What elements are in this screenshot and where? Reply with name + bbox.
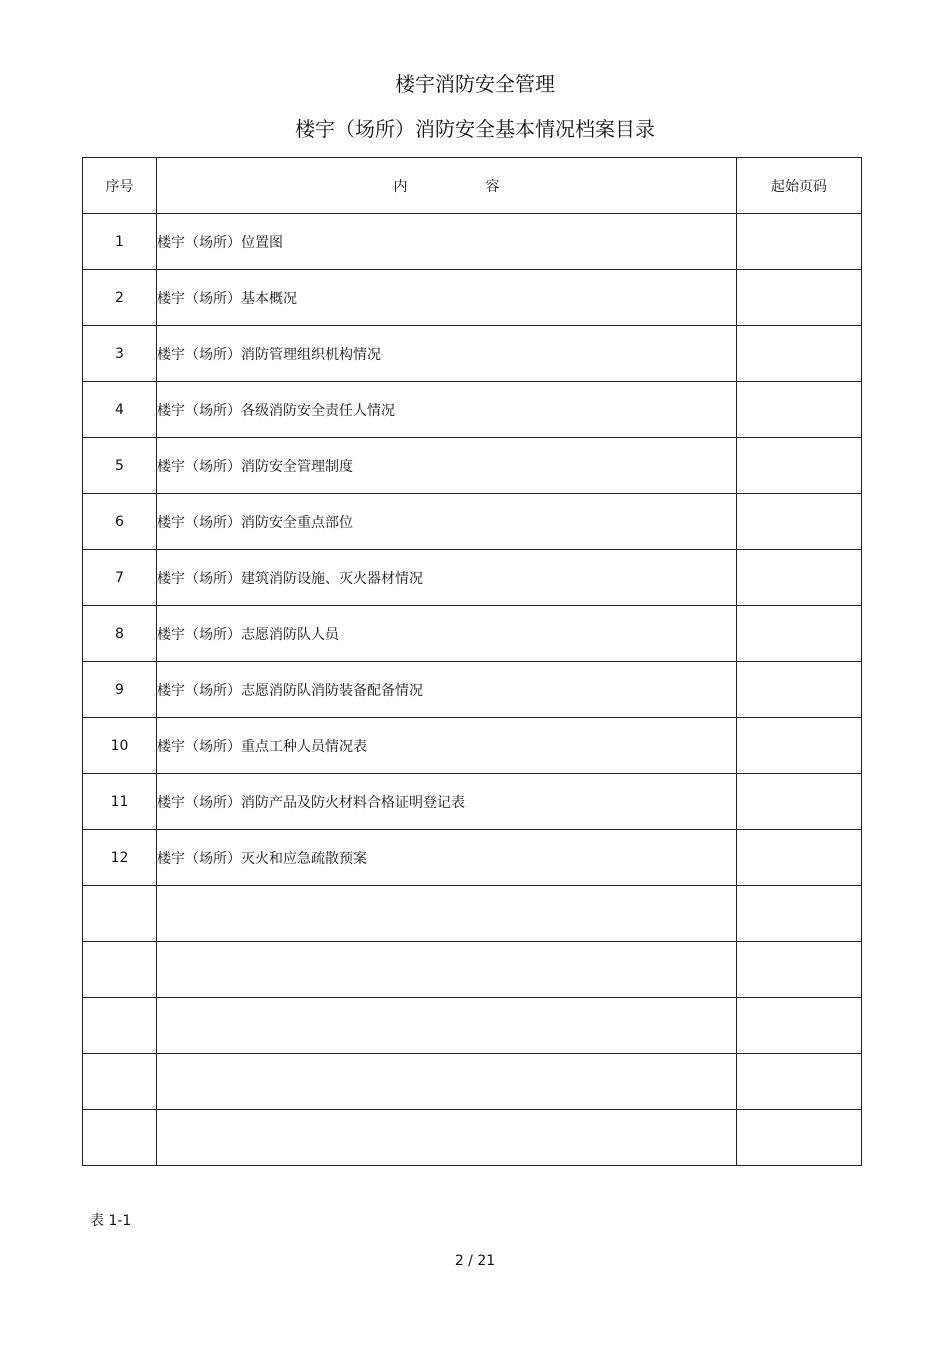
table-row bbox=[83, 438, 862, 494]
row-serial-number bbox=[83, 886, 157, 942]
row-serial-number bbox=[83, 998, 157, 1054]
header-content bbox=[157, 158, 737, 214]
row-serial-number: 4 bbox=[83, 382, 157, 438]
row-content bbox=[157, 942, 737, 998]
row-content: 楼宇（场所）志愿消防队人员 bbox=[157, 606, 737, 662]
row-start-page bbox=[737, 1110, 862, 1166]
row-serial-number: 3 bbox=[83, 326, 157, 382]
row-start-page bbox=[737, 1054, 862, 1110]
row-start-page bbox=[737, 270, 862, 326]
header-content-char-1: 内 bbox=[393, 178, 408, 195]
row-start-page bbox=[737, 438, 862, 494]
row-content bbox=[157, 998, 737, 1054]
table-row bbox=[83, 886, 862, 942]
row-serial-number: 1 bbox=[83, 214, 157, 270]
row-content: 楼宇（场所）消防安全管理制度 bbox=[157, 438, 737, 494]
row-content bbox=[157, 1110, 737, 1166]
document-title: 楼宇消防安全管理 bbox=[395, 72, 555, 96]
row-serial-number: 7 bbox=[83, 550, 157, 606]
table-row bbox=[83, 830, 862, 886]
row-start-page bbox=[737, 494, 862, 550]
row-start-page bbox=[737, 606, 862, 662]
row-serial-number: 5 bbox=[83, 438, 157, 494]
row-content: 楼宇（场所）建筑消防设施、灭火器材情况 bbox=[157, 550, 737, 606]
row-start-page bbox=[737, 550, 862, 606]
row-content: 楼宇（场所）各级消防安全责任人情况 bbox=[157, 382, 737, 438]
row-serial-number bbox=[83, 942, 157, 998]
row-start-page bbox=[737, 998, 862, 1054]
row-content: 楼宇（场所）消防安全重点部位 bbox=[157, 494, 737, 550]
row-content bbox=[157, 886, 737, 942]
table-row bbox=[83, 550, 862, 606]
row-serial-number: 12 bbox=[83, 830, 157, 886]
document-subtitle: 楼宇（场所）消防安全基本情况档案目录 bbox=[295, 117, 655, 141]
row-start-page bbox=[737, 886, 862, 942]
table-caption: 表 1-1 bbox=[90, 1213, 132, 1229]
table-header-row bbox=[83, 158, 862, 214]
row-content: 楼宇（场所）志愿消防队消防装备配备情况 bbox=[157, 662, 737, 718]
table-row bbox=[83, 718, 862, 774]
row-content: 楼宇（场所）灭火和应急疏散预案 bbox=[157, 830, 737, 886]
page-number: 2 / 21 bbox=[454, 1253, 496, 1269]
row-content: 楼宇（场所）消防产品及防火材料合格证明登记表 bbox=[157, 774, 737, 830]
row-start-page bbox=[737, 942, 862, 998]
header-content-char-2: 容 bbox=[485, 178, 500, 195]
row-content: 楼宇（场所）基本概况 bbox=[157, 270, 737, 326]
row-start-page bbox=[737, 830, 862, 886]
row-start-page bbox=[737, 326, 862, 382]
row-serial-number bbox=[83, 1110, 157, 1166]
row-start-page bbox=[737, 382, 862, 438]
row-content bbox=[157, 1054, 737, 1110]
table-body bbox=[83, 214, 862, 1166]
row-content: 楼宇（场所）消防管理组织机构情况 bbox=[157, 326, 737, 382]
table-row bbox=[83, 1054, 862, 1110]
row-start-page bbox=[737, 774, 862, 830]
table-row bbox=[83, 494, 862, 550]
table-row bbox=[83, 662, 862, 718]
row-serial-number: 8 bbox=[83, 606, 157, 662]
table-row bbox=[83, 270, 862, 326]
row-serial-number: 9 bbox=[83, 662, 157, 718]
row-start-page bbox=[737, 214, 862, 270]
row-serial-number: 11 bbox=[83, 774, 157, 830]
table-row bbox=[83, 942, 862, 998]
table-row bbox=[83, 998, 862, 1054]
row-start-page bbox=[737, 662, 862, 718]
row-serial-number: 6 bbox=[83, 494, 157, 550]
row-serial-number: 10 bbox=[83, 718, 157, 774]
row-content: 楼宇（场所）位置图 bbox=[157, 214, 737, 270]
row-content: 楼宇（场所）重点工种人员情况表 bbox=[157, 718, 737, 774]
row-serial-number bbox=[83, 1054, 157, 1110]
table-row bbox=[83, 774, 862, 830]
header-start-page: 起始页码 bbox=[737, 158, 862, 214]
table-row bbox=[83, 326, 862, 382]
row-serial-number: 2 bbox=[83, 270, 157, 326]
header-serial-number: 序号 bbox=[83, 158, 157, 214]
row-start-page bbox=[737, 718, 862, 774]
table-row bbox=[83, 606, 862, 662]
table-row bbox=[83, 214, 862, 270]
catalog-table bbox=[82, 157, 862, 1166]
table-row bbox=[83, 1110, 862, 1166]
table-row bbox=[83, 382, 862, 438]
